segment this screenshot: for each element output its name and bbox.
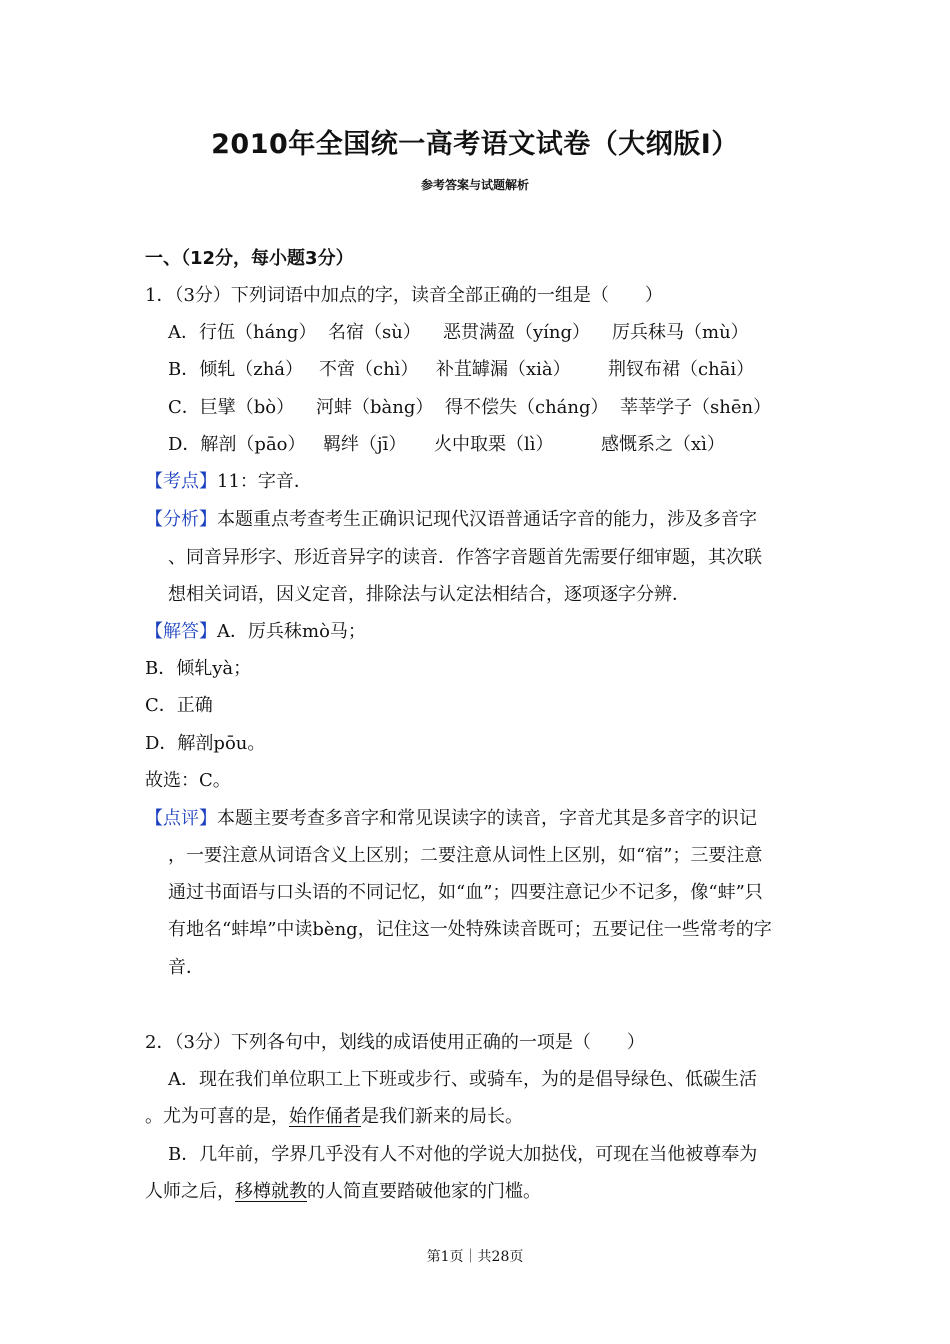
question-2-option-a-line-1: A．现在我们单位职工上下班或步行、或骑车，为的是倡导绿色、低碳生活 [168, 1069, 757, 1090]
question-2-option-b-line-2 [145, 1179, 541, 1205]
fenxi-line-2: 、同音异形字、形近音异字的读音．作答字音题首先需要仔细审题，其次联 [168, 547, 762, 568]
page-title: 2010年全国统一高考语文试卷（大纲版Ⅰ） [211, 129, 739, 160]
kaodian-tag: 【考点】 [145, 471, 217, 492]
option-a-item-4: 厉兵秣马（mù） [612, 322, 749, 343]
kaodian-text: 11：字音． [217, 471, 312, 492]
fenxi-line-3: 想相关词语，因义定音，排除法与认定法相结合，逐项逐字分辨． [168, 584, 690, 605]
jieda-line [145, 619, 366, 645]
option-c-item-2: 河蚌（bàng） [316, 397, 434, 418]
dianping-text-1: 本题主要考查多音字和常见误读字的读音，字音尤其是多音字的识记 [217, 808, 757, 829]
dianping-line-1 [145, 806, 757, 832]
dianping-line-4: 有地名“蚌埠”中读bèng，记住这一处特殊读音既可；五要记住一些常考的字 [168, 919, 772, 940]
dianping-tag: 【点评】 [145, 808, 217, 829]
underlined-idiom-b: 移樽就教 [235, 1181, 307, 1202]
option-a-item-3: 恶贯满盈（yíng） [443, 322, 591, 343]
option-b-text-pre: 人师之后， [145, 1181, 235, 1202]
option-a-text-post: 是我们新来的局长。 [361, 1106, 523, 1127]
option-d-item-2: 羁绊（jī） [323, 434, 407, 455]
fenxi-line-1 [145, 507, 757, 533]
fenxi-text-1: 本题重点考查考生正确识记现代汉语普通话字音的能力，涉及多音字 [217, 509, 757, 530]
jieda-tag: 【解答】 [145, 621, 217, 642]
option-a-item-1: A．行伍（háng） [168, 322, 317, 343]
option-b-text-post: 的人简直要踏破他家的门槛。 [307, 1181, 541, 1202]
option-b-item-3: 补苴罅漏（xià） [436, 359, 571, 380]
question-2-option-a-line-2 [145, 1104, 523, 1130]
question-2-stem: 2．（3分）下列各句中，划线的成语使用正确的一项是（ ） [145, 1032, 645, 1053]
option-c-item-3: 得不偿失（cháng） [445, 397, 609, 418]
option-b-item-1: B．倾轧（zhá） [168, 359, 304, 380]
section-heading: 一、（12分，每小题3分） [145, 248, 354, 269]
dianping-line-2: ，一要注意从词语含义上区别；二要注意从词性上区别，如“宿”；三要注意 [168, 845, 763, 866]
option-d-item-4: 感慨系之（xì） [601, 434, 725, 455]
option-c-item-4: 莘莘学子（shēn） [620, 397, 772, 418]
dianping-line-3: 通过书面语与口头语的不同记忆，如“血”；四要注意记少不记多，像“蚌”只 [168, 882, 763, 903]
option-d-item-1: D．解剖（pāo） [168, 434, 306, 455]
option-b-item-4: 荆钗布裙（chāi） [608, 359, 755, 380]
dianping-line-5: 音． [168, 957, 204, 978]
option-c-item-1: C．巨擘（bò） [168, 397, 295, 418]
page-footer: 第1页｜共28页 [426, 1249, 524, 1265]
page-subtitle: 参考答案与试题解析 [420, 178, 529, 192]
option-b-item-2: 不啻（chì） [319, 359, 419, 380]
jieda-c: C．正确 [145, 695, 213, 716]
kaodian-line [145, 469, 312, 495]
underlined-idiom-a: 始作俑者 [289, 1106, 361, 1127]
jieda-text-a: A．厉兵秣mò马； [217, 621, 366, 642]
fenxi-tag: 【分析】 [145, 509, 217, 530]
question-1-stem: 1．（3分）下列词语中加点的字，读音全部正确的一组是（ ） [145, 285, 663, 306]
jieda-b: B．倾轧yà； [145, 658, 252, 679]
option-d-item-3: 火中取栗（lì） [434, 434, 554, 455]
option-a-text-pre: 。尤为可喜的是， [145, 1106, 289, 1127]
question-2-option-b-line-1: B．几年前，学界几乎没有人不对他的学说大加挞伐，可现在当他被尊奉为 [168, 1144, 758, 1165]
answer-choice: 故选：C。 [145, 770, 231, 791]
option-a-item-2: 名宿（sù） [328, 322, 421, 343]
jieda-d: D．解剖pōu。 [145, 733, 266, 754]
